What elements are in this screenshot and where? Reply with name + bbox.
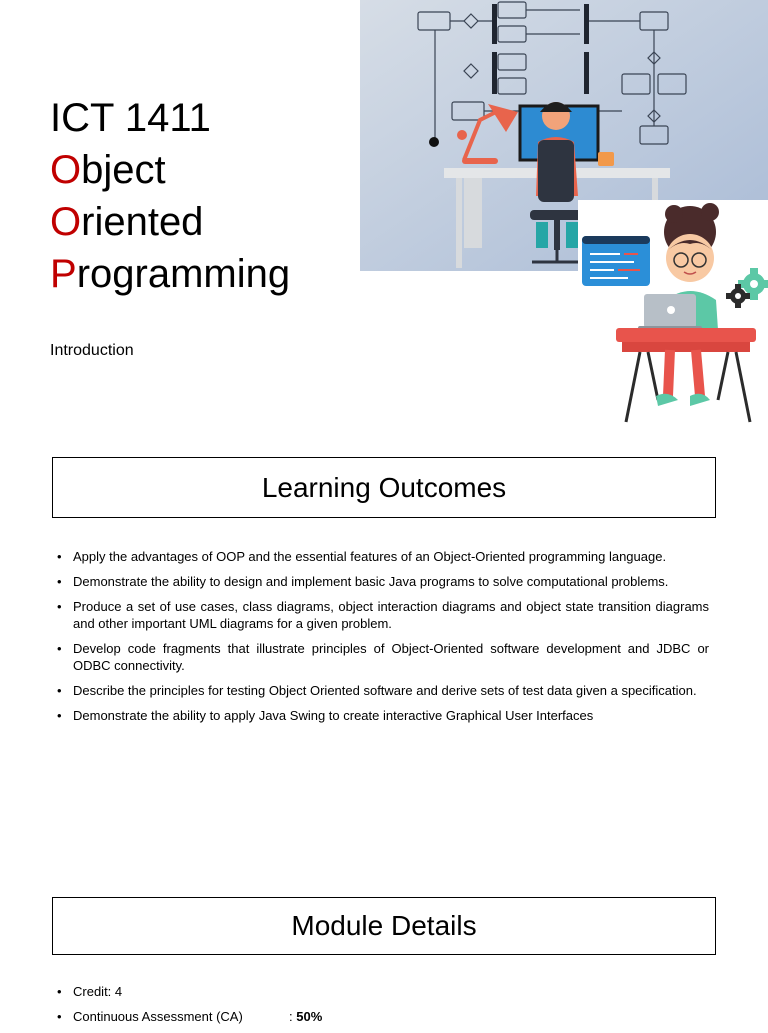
learning-outcomes-list <box>57 548 709 732</box>
list-item: • Apply the advantages of OOP and the essential features of an Object-Oriented programming language. <box>57 549 667 564</box>
ca-value: 50% <box>296 1009 323 1024</box>
bullet-icon: • <box>57 984 62 999</box>
bullet-icon: • <box>57 641 62 656</box>
girl-laptop-illustration <box>578 200 768 426</box>
list-item: • Demonstrate the ability to design and implement basic Java programs to solve computational problems. <box>57 574 669 589</box>
title-line-object: Object <box>50 148 166 192</box>
bullet-icon: • <box>57 708 62 723</box>
list-item: • Demonstrate the ability to apply Java Swing to create interactive Graphical User Interfaces <box>57 708 594 723</box>
subtitle: Introduction <box>50 342 134 359</box>
bullet-icon: • <box>57 599 62 614</box>
bullet-icon: • <box>57 1009 62 1024</box>
module-details-heading-box <box>52 897 716 955</box>
bullet-icon: • <box>57 683 62 698</box>
learning-outcomes-heading-box <box>52 457 716 518</box>
slide-title <box>50 92 290 300</box>
list-item: • Describe the principles for testing Object Oriented software and derive sets of test data given a specification. <box>57 683 697 698</box>
learning-outcomes-heading: Learning Outcomes <box>261 471 507 503</box>
module-details-heading: Module Details <box>291 910 477 941</box>
title-line-oriented: Oriented <box>50 200 204 244</box>
title-line-programming: Programming <box>50 252 291 296</box>
course-code: ICT 1411 <box>50 96 211 140</box>
bullet-icon: • <box>57 549 62 564</box>
ca-value-group: : 50% <box>289 1009 323 1024</box>
list-item <box>57 1008 709 1025</box>
list-item <box>57 983 709 1000</box>
credit-text: Credit: 4 <box>73 984 123 999</box>
list-item: • Develop code fragments that illustrate principles of Object-Oriented software development and JDBC or ODBC connectivity. <box>57 641 709 673</box>
ca-label: Continuous Assessment (CA) <box>73 1009 243 1024</box>
list-item: • Produce a set of use cases, class diagrams, object interaction diagrams and object state transition diagrams and other important UML diagrams for a given problem. <box>57 599 709 631</box>
module-details-list <box>57 983 709 1033</box>
bullet-icon: • <box>57 574 62 589</box>
